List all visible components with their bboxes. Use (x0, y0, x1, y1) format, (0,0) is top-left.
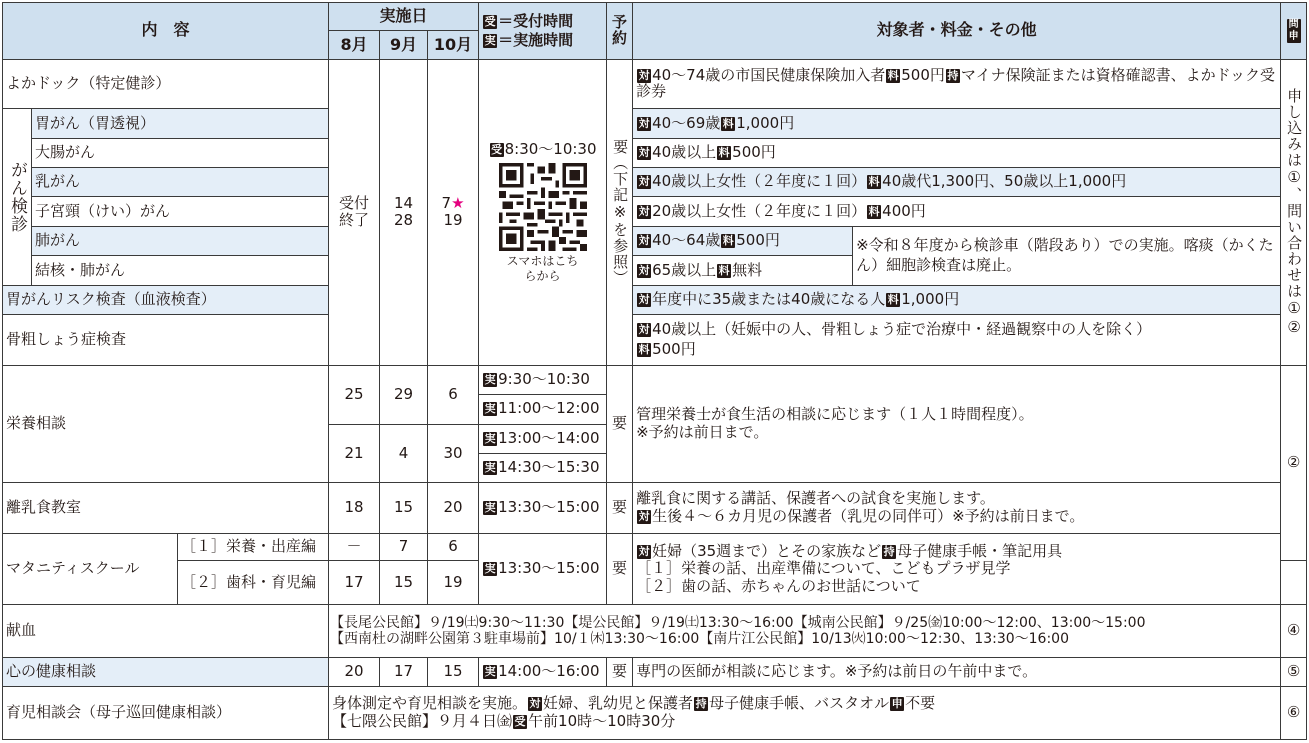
qr-code-icon[interactable] (499, 163, 587, 251)
weaning-time: 実 13:30～15:00 (479, 483, 607, 533)
target-mark-icon: 対 (638, 510, 650, 524)
nutrition-time-4: 実 14:30～15:30 (479, 453, 607, 482)
mental-inquiry: ⑤ (1281, 657, 1307, 686)
nutrition-oct-1: 6 (428, 365, 479, 424)
qr-caption: スマホはこちらから (506, 253, 579, 283)
header-inquiry (1281, 3, 1307, 60)
nutrition-time-1: 実 9:30～10:30 (479, 365, 607, 394)
childcare-label: 育児相談会（母子巡回健康相談） (3, 687, 329, 740)
fee-mark-icon: 料 (887, 69, 899, 83)
nutrition-time-2: 実 11:00～12:00 (479, 395, 607, 424)
target-mark-icon: 対 (638, 69, 650, 83)
checkup-time: 受 8:30～10:30 (491, 139, 597, 158)
childcare-notes: 身体測定や育児相談を実施。 対 妊婦、乳幼児と保護者 持 母子健康手帳、バスタオル 申 不要 【七隈公民館】９月４日㈮ 受 午前10時～10時30分 (329, 687, 1281, 740)
fee-mark-icon: 料 (868, 204, 880, 218)
maternity-aug-2: 17 (329, 561, 380, 605)
mental-label: 心の健康相談 (3, 657, 329, 686)
mental-aug: 20 (329, 657, 380, 686)
maternity-aug-1: － (329, 533, 380, 560)
exec-mark-icon: 実 (484, 431, 496, 445)
target-mark-icon: 対 (638, 263, 650, 277)
header-time: 受 ＝受付時間 実 ＝実施時間 (479, 3, 607, 60)
maternity-session-1: ［１］栄養・出産編 (178, 533, 329, 560)
header-oct: 10月 (428, 31, 479, 59)
cancer-group-label: がん検診 (3, 109, 32, 286)
nutrition-oct-2: 30 (428, 424, 479, 483)
reception-mark-icon: 受 (484, 15, 496, 29)
lung-note: ※令和８年度から検診車（階段あり）での実施。喀痰（かくたん）細胞診検査は廃止。 (853, 226, 1281, 285)
target-mark-icon: 対 (638, 293, 650, 307)
reception-mark-icon: 受 (514, 715, 526, 729)
weaning-aug: 18 (329, 483, 380, 533)
colon-target: 対 40歳以上 料 500円 (633, 138, 1281, 167)
nutrition-sep-1: 29 (380, 365, 428, 424)
header-content: 内 容 (3, 3, 329, 60)
fee-mark-icon: 料 (722, 116, 734, 130)
fee-mark-icon: 料 (638, 342, 650, 356)
blood-inquiry: ④ (1281, 605, 1307, 658)
exec-mark-icon: 実 (484, 402, 496, 416)
fee-mark-icon: 料 (868, 175, 880, 189)
colon-label: 大腸がん (32, 138, 329, 167)
weaning-oct: 20 (428, 483, 479, 533)
target-mark-icon: 対 (638, 204, 650, 218)
lung-label: 肺がん (32, 226, 329, 255)
yoka-dock-label: よかドック（特定健診） (3, 59, 329, 108)
maternity-time: 実 13:30～15:00 (479, 533, 607, 604)
target-mark-icon: 対 (529, 697, 541, 711)
stomach-target: 対 40～69歳 料 1,000円 (633, 109, 1281, 138)
maternity-oct-1: 6 (428, 533, 479, 560)
maternity-reservation: 要 (607, 533, 633, 604)
bring-mark-icon: 持 (947, 69, 959, 83)
childcare-inquiry: ⑥ (1281, 687, 1307, 740)
target-mark-icon: 対 (638, 175, 650, 189)
apply-mark-icon: 申 (891, 697, 903, 711)
tb-lung-label: 結核・肺がん (32, 256, 329, 285)
fee-mark-icon: 料 (887, 293, 899, 307)
header-target: 対象者・料金・その他 (633, 3, 1281, 60)
breast-target: 対 40歳以上女性（２年度に１回） 料 40歳代1,300円、50歳以上1,000円 (633, 168, 1281, 197)
header-sep: 9月 (380, 31, 428, 59)
weaning-reservation: 要 (607, 483, 633, 533)
exec-mark-icon: 実 (484, 33, 496, 47)
weaning-notes: 離乳食に関する講話、保護者への試食を実施します。 対 生後４～６カ月児の保護者（乳児の同伴可）※予約は前日まで。 (633, 483, 1281, 533)
yoka-target: 対 40～74歳の市国民健康保険加入者 料 500円 持 マイナ保険証または資格確認書、よかドック受診券 (633, 59, 1281, 108)
checkup-aug: 受付終了 (329, 59, 380, 365)
maternity-session-2: ［２］歯科・育児編 (178, 561, 329, 605)
cervical-label: 子宮頸（けい）がん (32, 197, 329, 226)
nutrition-aug-1: 25 (329, 365, 380, 424)
maternity-label: マタニティスクール (3, 533, 178, 604)
bring-mark-icon: 持 (695, 697, 707, 711)
exec-mark-icon: 実 (484, 373, 496, 387)
lung-target: 対 40～64歳 料 500円 (633, 226, 853, 255)
maternity-oct-2: 19 (428, 561, 479, 605)
checkup-inquiry: 申し込みは①、問い合わせは①② (1281, 59, 1307, 365)
weaning-label: 離乳食教室 (3, 483, 329, 533)
target-mark-icon: 対 (638, 323, 650, 337)
mental-time: 実 14:00～16:00 (479, 657, 607, 686)
inquiry-mark-icon: 問申 (1288, 18, 1299, 42)
checkup-sep: 14 28 (380, 59, 428, 365)
fee-mark-icon: 料 (722, 234, 734, 248)
tb-target: 対 65歳以上 料 無料 (633, 256, 853, 285)
header-aug: 8月 (329, 31, 380, 59)
nutrition-time-3: 実 13:00～14:00 (479, 424, 607, 453)
reception-mark-icon: 受 (491, 142, 503, 156)
checkup-reservation: 要（下記※を参照） (607, 59, 633, 365)
blood-notes: 【長尾公民館】９/19㈯9:30～11:30【堤公民館】９/19㈯13:30～16:00【城南公民館】９/25㈮10:00～12:00、13:00～15:00 【西南杜の湖畔公園第３駐車場前】10/１㈭13:30～16:00【南片江公民館】10/13㈫10:00～12:30、13:30～16:00 (329, 605, 1281, 658)
nutrition-aug-2: 21 (329, 424, 380, 483)
target-mark-icon: 対 (638, 145, 650, 159)
mental-note: 専門の医師が相談に応じます。※予約は前日の午前中まで。 (633, 657, 1281, 686)
breast-label: 乳がん (32, 168, 329, 197)
target-mark-icon: 対 (638, 234, 650, 248)
osteo-label: 骨粗しょう症検査 (3, 315, 329, 365)
nutrition-label: 栄養相談 (3, 365, 329, 483)
nutrition-notes: 管理栄養士が食生活の相談に応じます（１人１時間程度）。 ※予約は前日まで。 (633, 365, 1281, 483)
star-icon: ★ (451, 193, 465, 212)
cervical-target: 対 20歳以上女性（２年度に１回） 料 400円 (633, 197, 1281, 226)
exec-mark-icon: 実 (484, 562, 496, 576)
checkup-oct: 7★ 19 (428, 59, 479, 365)
blood-label: 献血 (3, 605, 329, 658)
health-schedule-table (2, 2, 1307, 740)
bring-mark-icon: 持 (883, 544, 895, 558)
nutrition-reservation: 要 (607, 365, 633, 483)
nutrition-sep-2: 4 (380, 424, 428, 483)
exec-mark-icon: 実 (484, 461, 496, 475)
mental-sep: 17 (380, 657, 428, 686)
weaning-sep: 15 (380, 483, 428, 533)
mental-oct: 15 (428, 657, 479, 686)
maternity-sep-2: 15 (380, 561, 428, 605)
maternity-notes: 対 妊婦（35週まで）とその家族など 持 母子健康手帳・筆記用具 ［１］栄養の話、出産準備について、こどもプラザ見学 ［２］歯の話、赤ちゃんのお世話について (633, 533, 1281, 604)
stomach-risk-label: 胃がんリスク検査（血液検査） (3, 285, 329, 314)
header-date: 実施日 (329, 3, 479, 31)
mental-reservation: 要 (607, 657, 633, 686)
target-mark-icon: 対 (638, 544, 650, 558)
checkup-time-cell (479, 59, 607, 365)
fee-mark-icon: 料 (718, 263, 730, 277)
risk-target: 対 年度中に35歳または40歳になる人 料 1,000円 (633, 285, 1281, 314)
nutrition-inquiry: ② (1281, 365, 1307, 561)
stomach-label: 胃がん（胃透視） (32, 109, 329, 138)
header-reservation: 予約 (607, 3, 633, 60)
exec-mark-icon: 実 (484, 665, 496, 679)
exec-mark-icon: 実 (484, 501, 496, 515)
maternity-sep-1: 7 (380, 533, 428, 560)
fee-mark-icon: 料 (718, 145, 730, 159)
target-mark-icon: 対 (638, 116, 650, 130)
osteo-target: 対 40歳以上（妊娠中の人、骨粗しょう症で治療中・経過観察中の人を除く） 料 500円 (633, 315, 1281, 365)
